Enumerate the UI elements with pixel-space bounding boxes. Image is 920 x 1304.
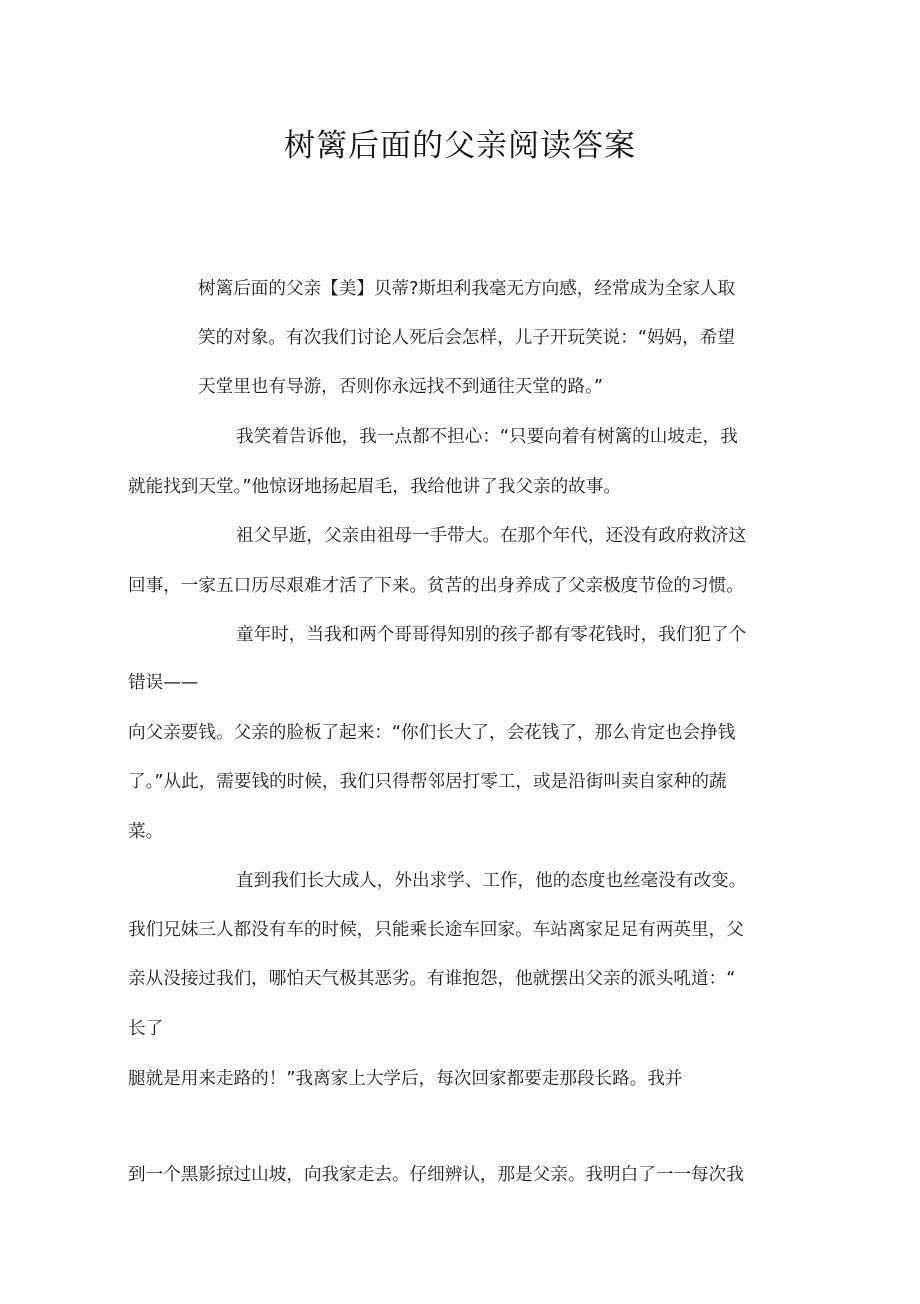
- paragraph-line: 我笑着告诉他，我一点都不担心：“只要向着有树篱的山坡走，我: [236, 427, 738, 447]
- paragraph-line: 天堂里也有导游，否则你永远找不到通往天堂的路。”: [198, 377, 603, 397]
- document-title: 树篱后面的父亲阅读答案: [284, 128, 636, 164]
- paragraph-line: 到一个黑影掠过山坡，向我家走去。仔细辨认，那是父亲。我明白了一一每次我: [128, 1165, 744, 1185]
- paragraph-line: 童年时，当我和两个哥哥得知别的孩子都有零花钱时，我们犯了个: [236, 625, 747, 645]
- paragraph-line: 亲从没接过我们，哪怕天气极其恶劣。有谁抱怨，他就摆出父亲的派头吼道：“: [128, 969, 736, 989]
- paragraph-line: 祖父早逝，父亲由祖母一手带大。在那个年代，还没有政府救济这: [236, 526, 747, 546]
- paragraph-line: 长了: [128, 1019, 164, 1039]
- paragraph-line: 笑的对象。有次我们讨论人死后会怎样，儿子开玩笑说：“妈妈，希望: [198, 328, 735, 348]
- paragraph-line: 向父亲要钱。父亲的脸板了起来：“你们长大了，会花钱了，那么肯定也会挣钱: [128, 723, 736, 743]
- paragraph-line: 直到我们长大成人，外出求学、工作，他的态度也丝毫没有改变。: [236, 871, 747, 891]
- paragraph-line: 就能找到天堂。”他惊讶地扬起眉毛，我给他讲了我父亲的故事。: [128, 477, 621, 497]
- paragraph-line: 树篱后面的父亲【美】贝蒂?斯坦利我毫无方向感，经常成为全家人取: [198, 279, 736, 299]
- paragraph-line: 菜。: [128, 822, 164, 842]
- paragraph-line: 腿就是用来走路的！”我离家上大学后，每次回家都要走那段长路。我并: [128, 1069, 683, 1089]
- paragraph-line: 回事，一家五口历尽艰难才活了下来。贫苦的出身养成了父亲极度节俭的习惯。: [128, 576, 744, 596]
- paragraph-line: 了。”从此，需要钱的时候，我们只得帮邻居打零工，或是沿街叫卖自家种的蔬: [128, 772, 727, 792]
- paragraph-line: 我们兄妹三人都没有车的时候，只能乘长途车回家。车站离家足足有两英里，父: [128, 920, 744, 940]
- paragraph-line: 错误——: [128, 673, 199, 693]
